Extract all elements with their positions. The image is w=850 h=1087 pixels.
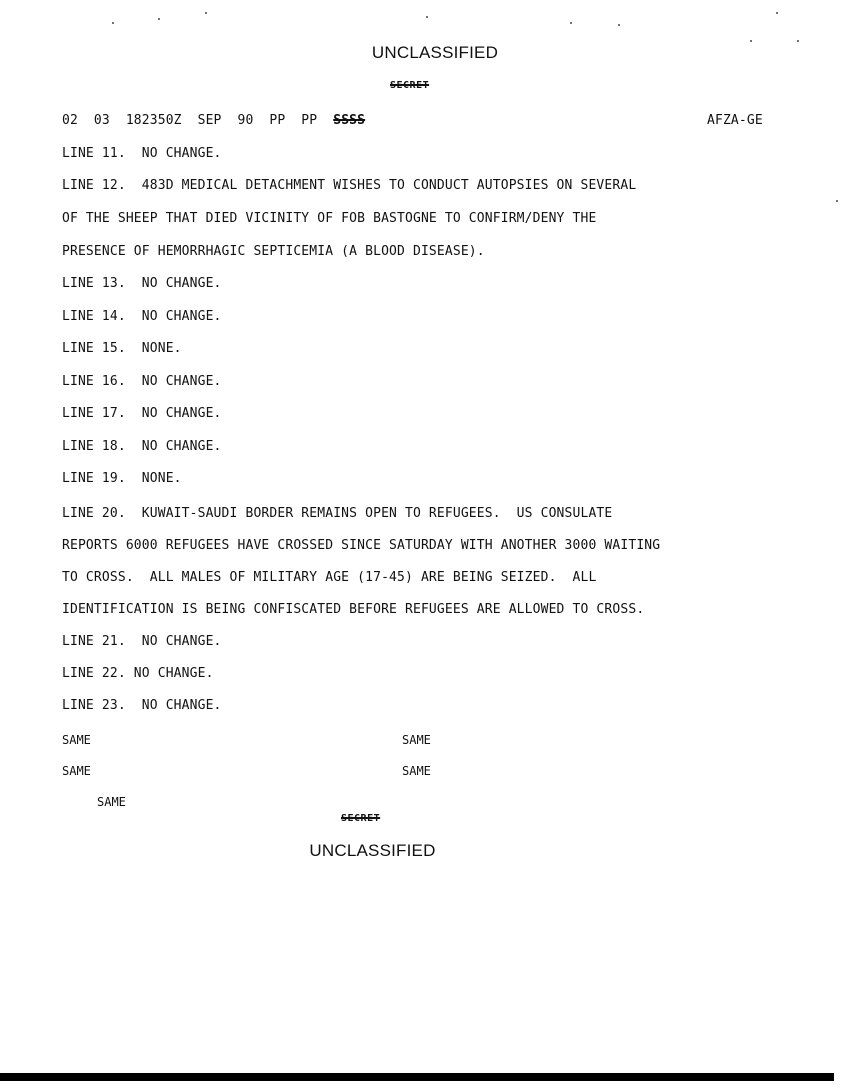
scan-speck — [426, 16, 428, 18]
scan-speck — [797, 40, 799, 42]
signature-left-1: SAME — [62, 733, 91, 747]
body-line: IDENTIFICATION IS BEING CONFISCATED BEFORE REFUGEES ARE ALLOWED TO CROSS. — [62, 602, 645, 617]
scan-speck — [205, 12, 207, 14]
scan-speck — [570, 22, 572, 24]
bottom-rule — [0, 1073, 834, 1081]
body-line: LINE 16. NO CHANGE. — [62, 374, 222, 389]
header-text: 02 03 182350Z SEP 90 PP PP — [62, 113, 334, 128]
struck-classification-top: SECRET — [390, 80, 430, 91]
signature-right-1: SAME — [402, 733, 431, 747]
body-line: LINE 17. NO CHANGE. — [62, 406, 222, 421]
body-line: TO CROSS. ALL MALES OF MILITARY AGE (17-45) ARE BEING SEIZED. ALL — [62, 570, 597, 585]
body-line: LINE 22. NO CHANGE. — [62, 666, 214, 681]
office-symbol: AFZA-GE — [707, 113, 763, 128]
scan-speck — [776, 12, 778, 14]
struck-header-code: SSSS — [333, 113, 366, 128]
body-line: LINE 11. NO CHANGE. — [62, 146, 222, 161]
scan-speck — [618, 24, 620, 26]
classification-top: UNCLASSIFIED — [371, 43, 499, 62]
signature-left-3: SAME — [97, 795, 126, 809]
body-line: LINE 13. NO CHANGE. — [62, 276, 222, 291]
scan-speck — [750, 40, 752, 42]
scan-speck — [836, 200, 838, 202]
signature-right-2: SAME — [402, 764, 431, 778]
body-line: PRESENCE OF HEMORRHAGIC SEPTICEMIA (A BLOOD DISEASE). — [62, 244, 485, 259]
body-line: LINE 19. NONE. — [62, 471, 182, 486]
body-line: LINE 18. NO CHANGE. — [62, 439, 222, 454]
struck-classification-bottom: SECRET — [341, 813, 381, 824]
body-line: REPORTS 6000 REFUGEES HAVE CROSSED SINCE SATURDAY WITH ANOTHER 3000 WAITING — [62, 538, 661, 553]
scan-speck — [158, 18, 160, 20]
body-line: LINE 14. NO CHANGE. — [62, 309, 222, 324]
body-line: LINE 15. NONE. — [62, 341, 182, 356]
body-line: LINE 21. NO CHANGE. — [62, 634, 222, 649]
scan-speck — [112, 22, 114, 24]
message-header — [62, 113, 365, 128]
body-line: LINE 12. 483D MEDICAL DETACHMENT WISHES TO CONDUCT AUTOPSIES ON SEVERAL — [62, 178, 637, 193]
body-line: OF THE SHEEP THAT DIED VICINITY OF FOB BASTOGNE TO CONFIRM/DENY THE — [62, 211, 597, 226]
body-line: LINE 23. NO CHANGE. — [62, 698, 222, 713]
body-line: LINE 20. KUWAIT-SAUDI BORDER REMAINS OPEN TO REFUGEES. US CONSULATE — [62, 506, 613, 521]
signature-left-2: SAME — [62, 764, 91, 778]
classification-bottom: UNCLASSIFIED — [309, 841, 436, 860]
